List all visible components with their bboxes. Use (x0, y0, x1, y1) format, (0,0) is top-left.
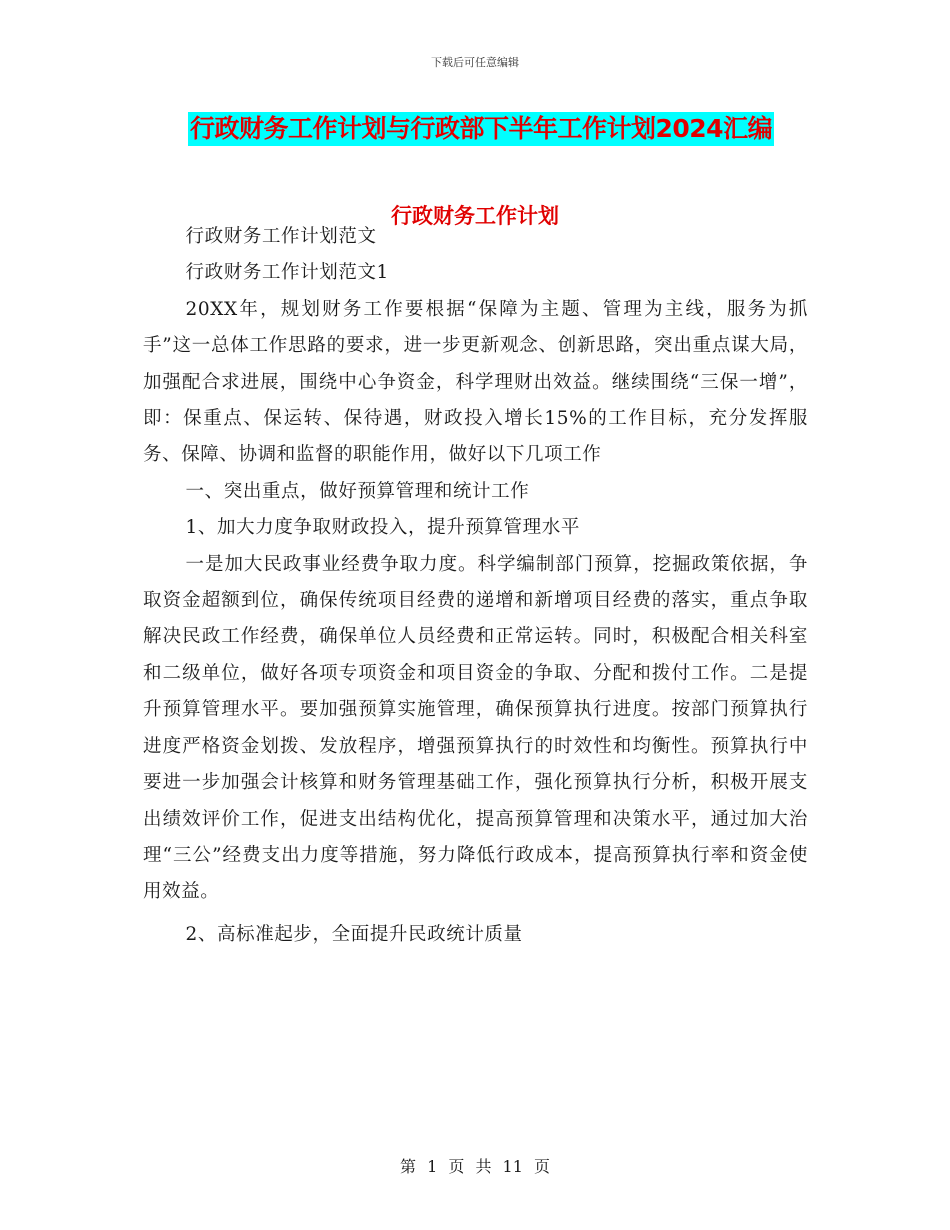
document-title: 行政财务工作计划与行政部下半年工作计划2024汇编 (188, 112, 774, 146)
paragraph-heading: 1、加大力度争取财政投入，提升预算管理水平 (185, 517, 580, 539)
paragraph-heading: 2、高标准起步，全面提升民政统计质量 (185, 923, 523, 945)
page-number-footer: 第 1 页 共 11 页 (400, 1157, 550, 1176)
paragraph-heading: 一、突出重点，做好预算管理和统计工作 (185, 480, 530, 502)
header-note: 下载后可任意编辑 (431, 56, 519, 69)
paragraph-subheading: 行政财务工作计划范文1 (185, 262, 389, 284)
section-title: 行政财务工作计划 (391, 204, 559, 228)
paragraph-body: 一是加大民政事业经费争取力度。科学编制部门预算，挖掘政策依据，争取资金超额到位，确保传统项目经费的递增和新增项目经费的落实，重点争取解决民政工作经费，确保单位人员经费和正常运转。同时，积极配合相关科室和二级单位，做好各项专项资金和项目资金的争取、分配和拨付工作。二是提升预算管理水平。要加强预算实施管理，确保预算执行进度。按部门预算执行进度严格资金划拨、发放程序，增强预算执行的时效性和均衡性。预算执行中要进一步加强会计核算和财务管理基础工作，强化预算执行分析，积极开展支出绩效评价工作，促进支出结构优化，提高预算管理和决策水平，通过加大治理“三公”经费支出力度等措施，努力降低行政成本，提高预算执行率和资金使用效益。 (143, 553, 808, 903)
paragraph-body: 20XX年，规划财务工作要根据“保障为主题、管理为主线，服务为抓手”这一总体工作思路的要求，进一步更新观念、创新思路，突出重点谋大局，加强配合求进展，围绕中心争资金，科学理财出效益。继续围绕“三保一增”，即：保重点、保运转、保待遇，财政投入增长15%的工作目标，充分发挥服务、保障、协调和监督的职能作用，做好以下几项工作 (143, 298, 808, 466)
document-body (143, 219, 808, 953)
paragraph-subheading: 行政财务工作计划范文 (185, 226, 377, 247)
